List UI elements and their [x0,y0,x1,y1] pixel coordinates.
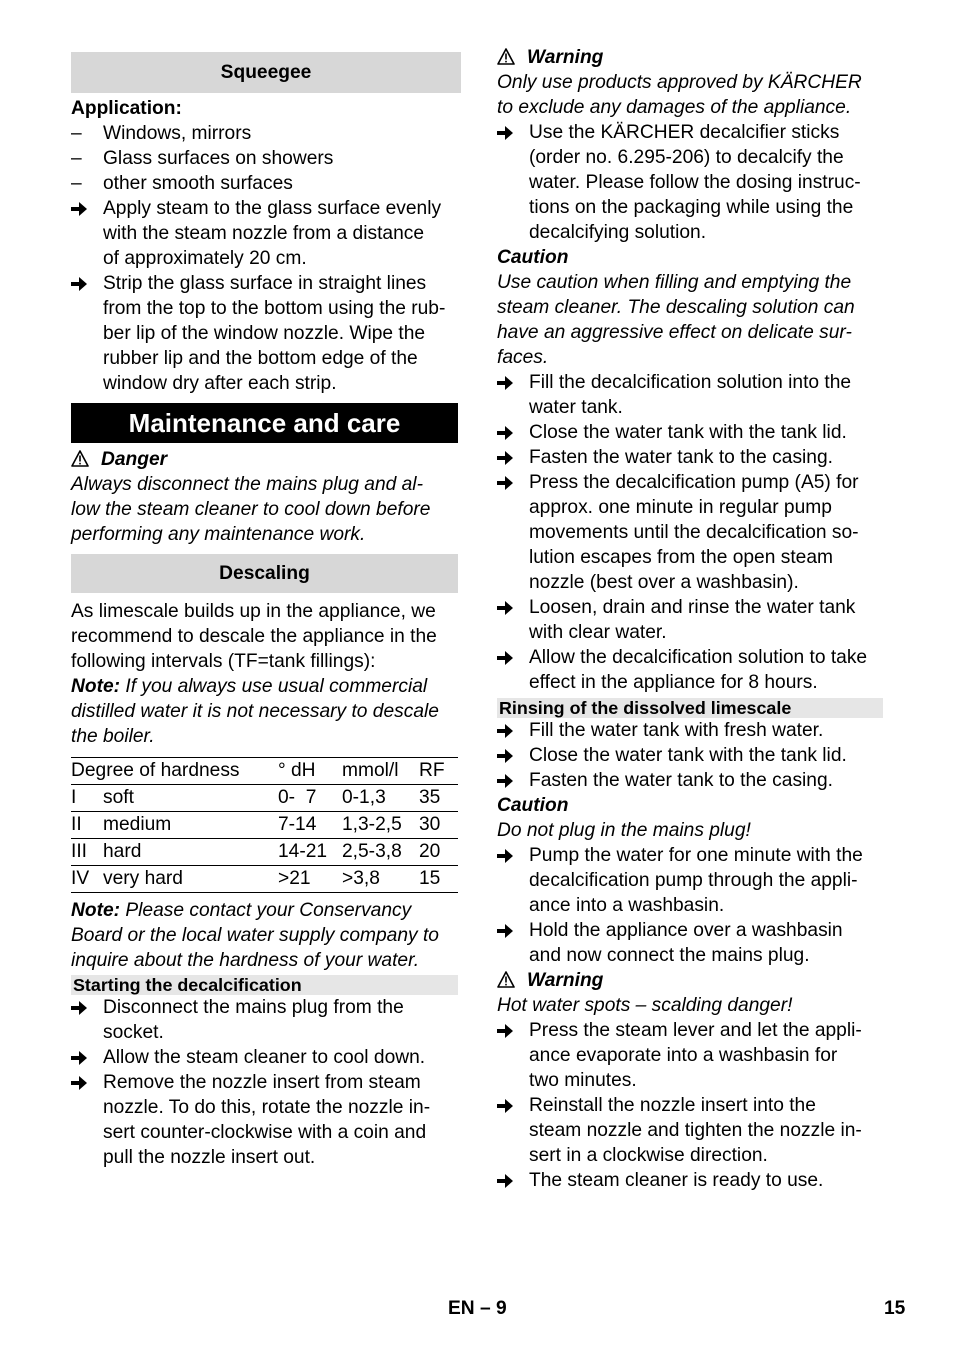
arrow-right-icon [71,202,87,216]
warning-triangle-icon [497,48,515,65]
arrow-right-icon [497,376,513,390]
step-item: Fasten the water tank to the casing. [497,768,883,793]
arrow-right-icon [71,1001,87,1015]
arrow-right-icon [497,476,513,490]
step-item: Allow the decalcification solution to take effect in the appliance for 8 hours. [497,645,883,695]
step-item: Strip the glass surface in straight lines from the top to the bottom using the rub- ber lip of the window nozzle. Wipe the rubber lip and the bottom edge of the window dry after each strip. [71,271,458,396]
step-item: Pump the water for one minute with the decalcification pump through the appli- ance into a washbasin. [497,843,883,918]
dash-list [71,121,458,196]
col-header: RF [419,758,458,785]
step-item: Disconnect the mains plug from the socket. [71,995,458,1045]
arrow-right-icon [497,924,513,938]
step-item: Fill the decalcification solution into the water tank. [497,370,883,420]
rinsing-heading: Rinsing of the dissolved limescale [497,698,883,718]
pump-steps [497,843,883,968]
squeegee-heading: Squeegee [71,52,461,93]
step-item: Close the water tank with the tank lid. [497,420,883,445]
application-label: Application: [71,98,182,119]
decalcification-steps [497,370,883,695]
warning-heading: Warning [497,45,883,70]
arrow-right-icon [497,1099,513,1113]
step-item: Press the decalcification pump (A5) for approx. one minute in regular pump movements until the decalcification so- lution escapes from the open steam nozzle (best over a washbasin). [497,470,883,595]
danger-text: Always disconnect the mains plug and al- low the steam cleaner to cool down before performing any maintenance work. [71,474,431,545]
maintenance-title: Maintenance and care [71,403,458,443]
page-number: 15 [884,1298,906,1319]
note-2: Note: Please contact your Conservancy Board or the local water supply company to inquire about the hardness of your water. [71,900,439,971]
arrow-right-icon [497,426,513,440]
step-item: Close the water tank with the tank lid. [497,743,883,768]
table-row: III hard 14-21 2,5-3,8 20 [71,839,458,866]
step-item: Press the steam lever and let the appli- ance evaporate into a washbasin for two minutes. [497,1018,883,1093]
caution-heading: Caution [497,795,569,816]
step-item: Use the KÄRCHER decalcifier sticks (order no. 6.295-206) to decalcify the water. Please follow the dosing instruc- tions on the packaging while using the decalcifying solution. [497,120,883,245]
arrow-right-icon [497,849,513,863]
squeegee-steps [71,196,458,396]
arrow-right-icon [71,1076,87,1090]
warning-text: Hot water spots – scalding danger! [497,995,793,1016]
caution-heading: Caution [497,247,569,268]
arrow-right-icon [497,651,513,665]
col-header: ° dH [278,758,342,785]
caution-text: Use caution when filling and emptying the steam cleaner. The descaling solution can have an aggressive effect on delicate sur- faces. [497,272,855,368]
table-row: II medium 7-14 1,3-2,5 30 [71,812,458,839]
final-steps [497,1018,883,1193]
left-column [71,50,458,1170]
descaling-heading: Descaling [71,554,458,593]
arrow-right-icon [71,1051,87,1065]
decalcifier-steps [497,120,883,245]
arrow-right-icon [497,1174,513,1188]
dash-item: – Glass surfaces on showers [71,148,334,169]
danger-heading: Danger [71,447,458,472]
starting-steps [71,995,458,1170]
arrow-right-icon [497,1024,513,1038]
step-item: Apply steam to the glass surface evenly with the steam nozzle from a distance of approximately 20 cm. [71,196,458,271]
warning-text: Only use products approved by KÄRCHER to exclude any damages of the appliance. [497,72,862,118]
table-row: I soft 0- 7 0-1,3 35 [71,785,458,812]
dash-item: – Windows, mirrors [71,123,252,144]
col-header: Degree of hardness [71,758,278,785]
arrow-right-icon [497,724,513,738]
arrow-right-icon [497,126,513,140]
table-header-row [71,758,458,785]
step-item: Fasten the water tank to the casing. [497,445,883,470]
warning-heading: Warning [497,968,883,993]
rinsing-steps [497,718,883,793]
warning-triangle-icon [71,450,89,467]
note-1: Note: If you always use usual commercial distilled water it is not necessary to descale the boiler. [71,676,439,747]
arrow-right-icon [497,749,513,763]
dash-item: – other smooth surfaces [71,173,293,194]
step-item: The steam cleaner is ready to use. [497,1168,883,1193]
arrow-right-icon [497,601,513,615]
descaling-intro: As limescale builds up in the appliance, we recommend to descale the appliance in the following intervals (TF=tank fillings): [71,601,437,672]
step-item: Remove the nozzle insert from steam nozzle. To do this, rotate the nozzle in- sert counter-clockwise with a coin and pull the nozzle insert out. [71,1070,458,1170]
arrow-right-icon [497,451,513,465]
step-item: Loosen, drain and rinse the water tank with clear water. [497,595,883,645]
step-item: Hold the appliance over a washbasin and now connect the mains plug. [497,918,883,968]
caution-text: Do not plug in the mains plug! [497,820,751,841]
arrow-right-icon [497,774,513,788]
step-item: Fill the water tank with fresh water. [497,718,883,743]
right-column [497,45,883,1193]
table-row: IV very hard >21 >3,8 15 [71,866,458,893]
hardness-table [71,757,458,893]
step-item: Allow the steam cleaner to cool down. [71,1045,458,1070]
warning-triangle-icon [497,971,515,988]
arrow-right-icon [71,277,87,291]
step-item: Reinstall the nozzle insert into the steam nozzle and tighten the nozzle in- sert in a clockwise direction. [497,1093,883,1168]
footer-section-label: EN – 9 [448,1298,507,1319]
col-header: mmol/l [342,758,419,785]
starting-heading: Starting the decalcification [71,975,458,995]
